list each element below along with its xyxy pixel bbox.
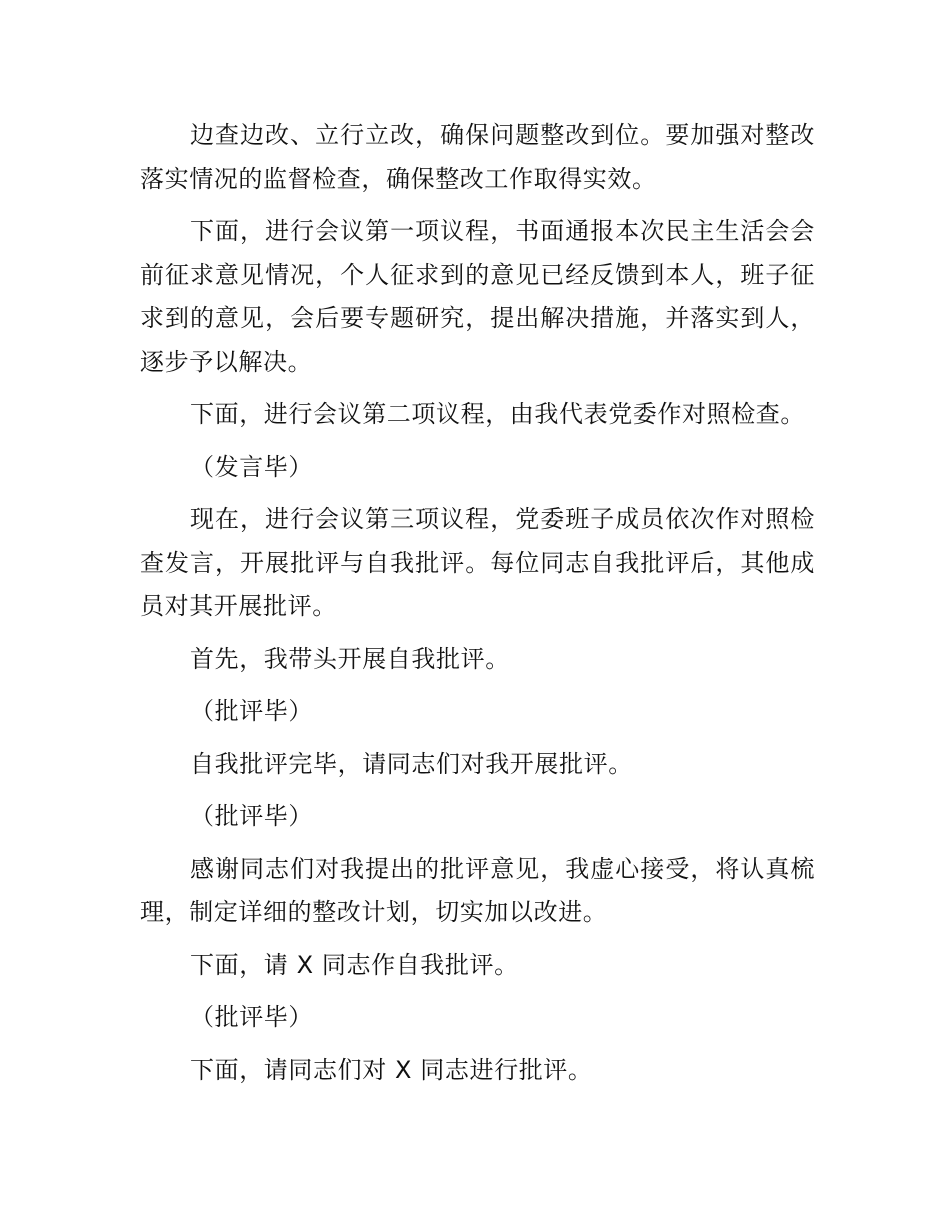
document-body — [140, 114, 815, 1101]
paragraph: 下面，请 X 同志作自我批评。 — [190, 950, 519, 979]
paragraph: 边查边改、立行立改，确保问题整改到位。要加强对整改落实情况的监督检查，确保整改工作取得实效。 — [140, 121, 815, 193]
paragraph: 首先，我带头开展自我批评。 — [190, 644, 510, 673]
paragraph: （发言毕） — [190, 452, 313, 481]
paragraph: （批评毕） — [190, 697, 313, 725]
paragraph: （批评毕） — [190, 802, 313, 830]
paragraph: （批评毕） — [190, 1003, 313, 1031]
paragraph: 现在，进行会议第三项议程，党委班子成员依次作对照检查发言，开展批评与自我批评。每位同志自我批评后，其他成员对其开展批评。 — [140, 505, 815, 620]
paragraph: 感谢同志们对我提出的批评意见，我虚心接受，将认真梳理，制定详细的整改计划，切实加以改进。 — [140, 854, 815, 926]
paragraph: 下面，进行会议第一项议程，书面通报本次民主生活会会前征求意见情况，个人征求到的意见已经反馈到本人，班子征求到的意见，会后要专题研究，提出解决措施，并落实到人，逐步予以解决。 — [140, 217, 815, 376]
paragraph: 自我批评完毕，请同志们对我开展批评。 — [190, 749, 633, 778]
paragraph: 下面，请同志们对 X 同志进行批评。 — [190, 1055, 593, 1084]
paragraph: 下面，进行会议第二项议程，由我代表党委作对照检查。 — [190, 400, 805, 428]
